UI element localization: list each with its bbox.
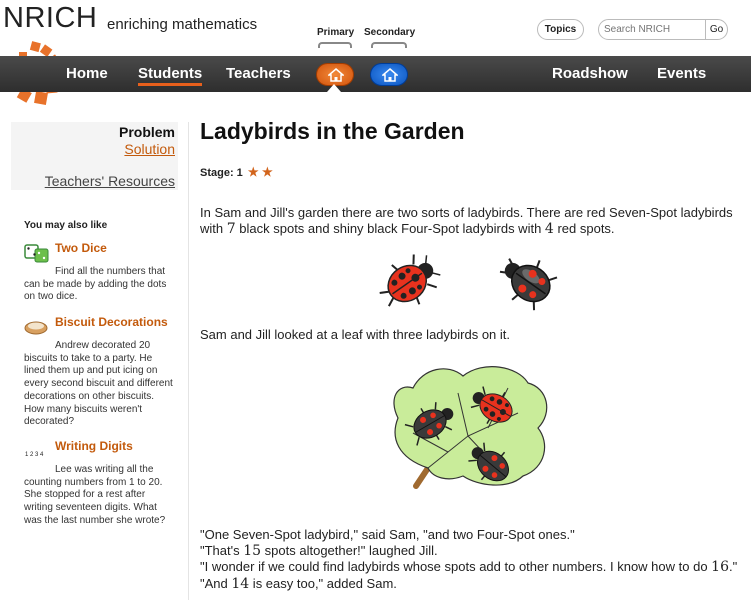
quote-4-text-b: is easy too," added Sam. [249, 575, 397, 591]
secondary-home-button[interactable] [370, 63, 408, 86]
quote-4-number: 14 [231, 575, 250, 592]
leaf-paragraph: Sam and Jill looked at a leaf with three ladybirds on it. [200, 327, 511, 342]
search-input[interactable] [598, 19, 706, 40]
site-logo[interactable]: NRICH [3, 2, 98, 34]
four-spot-ladybird-image [496, 252, 560, 312]
quote-3-number: 16 [711, 559, 729, 575]
also-like-heading: You may also like [24, 220, 108, 231]
secondary-level-label: Secondary [364, 27, 416, 38]
active-level-caret [327, 84, 341, 92]
topics-button[interactable]: Topics [537, 19, 584, 40]
primary-home-button[interactable] [316, 63, 354, 86]
problem-tab[interactable]: Problem [118, 124, 175, 140]
quote-line-3 [200, 559, 745, 576]
site-tagline: enriching mathematics [107, 16, 258, 33]
quote-line-2 [200, 543, 745, 560]
dialogue-paragraph [200, 527, 745, 592]
solution-link[interactable]: Solution [124, 141, 175, 157]
quote-3-text-a: "I wonder if we could find ladybirds whose spots add to other numbers. I know how to do [200, 559, 712, 574]
leaf-with-ladybirds-image [388, 358, 553, 493]
rec-two-dice-link[interactable]: Two Dice [55, 241, 107, 255]
house-icon [328, 68, 344, 82]
search-go-button[interactable]: Go [705, 19, 728, 40]
seven-spot-ladybird-image [378, 252, 442, 312]
biscuit-icon[interactable] [24, 316, 49, 338]
rec-digits-link[interactable]: Writing Digits [55, 439, 133, 453]
quote-2-text-b: spots altogether!" laughed Jill. [261, 542, 438, 558]
digits-icon[interactable] [24, 442, 49, 464]
dice-icon[interactable] [24, 242, 49, 264]
nav-home[interactable]: Home [66, 65, 108, 82]
rec-biscuit-link[interactable]: Biscuit Decorations [55, 315, 168, 329]
page-title: Ladybirds in the Garden [200, 118, 465, 144]
quote-3-text-b: ." [729, 559, 738, 574]
main-navbar [0, 56, 751, 92]
stage-label [200, 165, 273, 179]
nav-roadshow[interactable]: Roadshow [552, 65, 628, 82]
quote-2-number: 15 [243, 542, 262, 559]
secondary-bracket [371, 42, 407, 48]
svg-text:1 2 3 4: 1 2 3 4 [25, 452, 44, 458]
intro-number-7: 7 [226, 220, 236, 237]
rec-digits-desc: Lee was writing all the counting numbers from 1 to 20. She stopped for a rest after writing seventeen digits. What was the last number she wrote? [24, 464, 166, 526]
intro-text-2: black spots and shiny black Four-Spot ladybirds with [235, 220, 545, 236]
quote-2-text-a: "That's [200, 542, 244, 558]
nav-students[interactable]: Students [138, 65, 202, 86]
problem-nav-box [11, 122, 178, 190]
intro-text-1: In Sam and Jill's garden there are two sorts of ladybirds. There are red Seven-Spot ladybirds with [200, 205, 733, 236]
rec-biscuit-desc: Andrew decorated 20 biscuits to take to a party. He lined them up and put icing on every second biscuit and different decorations on other biscuits. How many biscuits weren't decorated? [24, 340, 173, 428]
primary-bracket [318, 42, 352, 48]
sidebar-divider [188, 122, 189, 600]
intro-number-4: 4 [544, 220, 554, 237]
quote-4-text-a: "And [200, 575, 232, 591]
stage-stars-icon: ★ ★ [247, 165, 273, 179]
intro-paragraph [200, 205, 745, 237]
stage-text: Stage: 1 [200, 167, 243, 179]
primary-level-label: Primary [317, 27, 355, 38]
rec-two-dice-desc: Find all the numbers that can be made by adding the dots on two dice. [24, 266, 167, 303]
quote-line-1: "One Seven-Spot ladybird," said Sam, "and two Four-Spot ones." [200, 527, 575, 542]
quote-line-4 [200, 576, 745, 593]
teachers-resources-link[interactable]: Teachers' Resources [44, 173, 175, 189]
nav-teachers[interactable]: Teachers [226, 65, 291, 82]
intro-text-3: red spots. [553, 220, 615, 236]
nav-events[interactable]: Events [657, 65, 707, 82]
house-icon [382, 68, 398, 82]
